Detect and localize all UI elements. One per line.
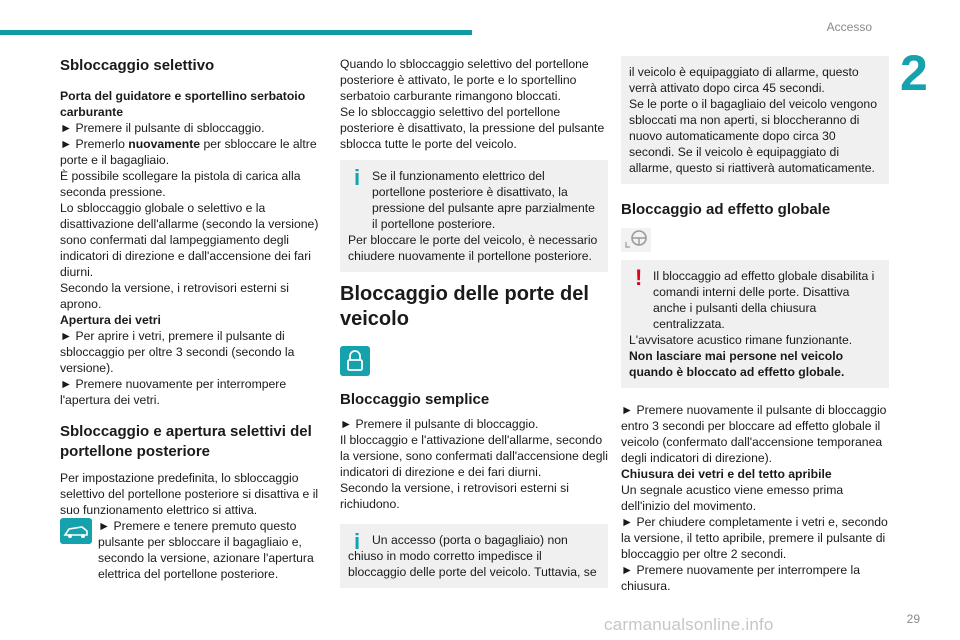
heading-tailgate-unlocking: Sbloccaggio e apertura selettivi del portellone posteriore [60, 423, 312, 460]
emphasis-again: nuovamente [128, 137, 201, 151]
steering-wheel-icon [621, 228, 651, 252]
paragraph-mirrors-close: Secondo la versione, i retrovisori esterni si richiudono. [340, 481, 569, 511]
page-number: 29 [906, 612, 920, 626]
step-stop-closing: ► Premere nuovamente per interrompere la chiusura. [621, 563, 860, 593]
subheading-window-opening: Apertura dei vetri [60, 313, 161, 327]
info-icon: i [354, 529, 361, 554]
info-icon: i [354, 165, 361, 190]
paragraph-lock-confirmation: Il bloccaggio e l'attivazione dell'allarme, secondo la versione, sono confermati dall'accensione degli indicatori di direzione e dei fari diurni. [340, 433, 608, 479]
warning-text: L'avvisatore acustico rimane funzionante. [629, 333, 853, 347]
tailgate-icon [60, 518, 92, 544]
paragraph-selective-active: Quando lo sbloccaggio selettivo del portellone posteriore è attivato, le porte e lo sportellino serbatoio carburante rimangono bloccati. [340, 57, 589, 103]
note-text: Un accesso (porta o bagagliaio) non chiuso in modo corretto impedisce il bloccaggio delle porte del veicolo. Tuttavia, se [348, 533, 597, 579]
paragraph-tailgate-default: Per impostazione predefinita, lo sbloccaggio selettivo del portellone posteriore si disattiva e il suo funzionamento elettrico si attiva. [60, 471, 319, 517]
step-press-unlock: ► Premere il pulsante di sbloccaggio. [60, 121, 265, 135]
step-press-again [60, 136, 322, 168]
tailgate-button-step [60, 518, 322, 582]
warning-note-deadlocking [621, 260, 889, 388]
heading-deadlocking: Bloccaggio ad effetto globale [621, 201, 831, 218]
column-2 [340, 56, 608, 598]
step-close-windows: ► Per chiudere completamente i vetri e, secondo la versione, il tetto apribile, premere il pulsante di bloccaggio per oltre 2 secondi. [621, 515, 888, 561]
step-hold-tailgate-button: ► Premere e tenere premuto questo pulsante per sbloccare il bagagliaio e, secondo la versione, azionare l'apertura elettrica del portellone posteriore. [98, 519, 314, 581]
section-title: Accesso [826, 20, 872, 34]
info-note-open-access [340, 524, 608, 588]
note-text: il veicolo è equipaggiato di allarme, questo verrà attivato dopo circa 45 secondi. [629, 65, 859, 95]
step-press-lock-again: ► Premere nuovamente il pulsante di bloccaggio entro 3 secondi per bloccare ad effetto globale il veicolo (confermato dall'accensione temporanea degli indicatori di direzione). [621, 403, 887, 465]
note-text: Se le porte o il bagagliaio del veicolo vengono sbloccati ma non aperti, si bloccheranno di nuovo automaticamente dopo circa 30 secondi. Se il veicolo è equipaggiato di allarme, questo si riattiverà automaticamente. [629, 97, 877, 175]
top-accent-bar [0, 30, 472, 35]
info-note-continued [621, 56, 889, 184]
step-text: per sbloccare le altre porte e il bagagliaio. [60, 137, 317, 167]
step-open-windows: ► Per aprire i vetri, premere il pulsante di sbloccaggio per oltre 3 secondi (secondo la versione). [60, 329, 295, 375]
step-press-lock: ► Premere il pulsante di bloccaggio. [340, 417, 539, 431]
warning-text: Il bloccaggio ad effetto globale disabilita i comandi interni delle porte. Disattiva anche i pulsanti della chiusura centralizzata. [653, 269, 875, 331]
warning-text-bold: Non lasciare mai persone nel veicolo quando è bloccato ad effetto globale. [629, 349, 845, 379]
heading-door-locking: Bloccaggio delle porte del veicolo [340, 283, 589, 330]
step-text: ► Premerlo [60, 137, 129, 151]
paragraph-confirmation: Lo sbloccaggio globale o selettivo e la disattivazione dell'allarme (secondo la versione) sono confermati dal lampeggiamento degli indicatori di direzione e dall'accensione dei fari diurni. [60, 201, 319, 279]
note-text: Se il funzionamento elettrico del portellone posteriore è disattivato, la pressione del pulsante apre parzialmente il portellone posteriore. [372, 169, 595, 231]
info-note-tailgate [340, 160, 608, 272]
paragraph-selective-inactive: Se lo sbloccaggio selettivo del portellone posteriore è disattivato, la pressione del pulsante sblocca tutte le porte del veicolo. [340, 105, 605, 151]
heading-selective-unlocking: Sbloccaggio selettivo [60, 57, 215, 74]
watermark: carmanualsonline.info [604, 615, 774, 634]
note-text: Per bloccare le porte del veicolo, è necessario chiudere nuovamente il portellone posteriore. [348, 233, 598, 263]
column-3 [621, 56, 889, 594]
subheading-close-roof: Chiusura dei vetri e del tetto apribile [621, 467, 832, 481]
chapter-number: 2 [900, 45, 928, 101]
paragraph-charge-gun: È possibile scollegare la pistola di carica alla seconda pressione. [60, 169, 301, 199]
column-1 [60, 56, 322, 582]
subheading-driver-door: Porta del guidatore e sportellino serbatoio carburante [60, 89, 306, 119]
heading-simple-locking: Bloccaggio semplice [340, 391, 490, 408]
step-stop-opening: ► Premere nuovamente per interrompere l'apertura dei vetri. [60, 377, 287, 407]
paragraph-mirrors-open: Secondo la versione, i retrovisori esterni si aprono. [60, 281, 289, 311]
paragraph-acoustic-signal: Un segnale acustico viene emesso prima dell'inizio del movimento. [621, 483, 844, 513]
padlock-icon [340, 346, 370, 376]
warning-icon: ! [635, 265, 643, 290]
